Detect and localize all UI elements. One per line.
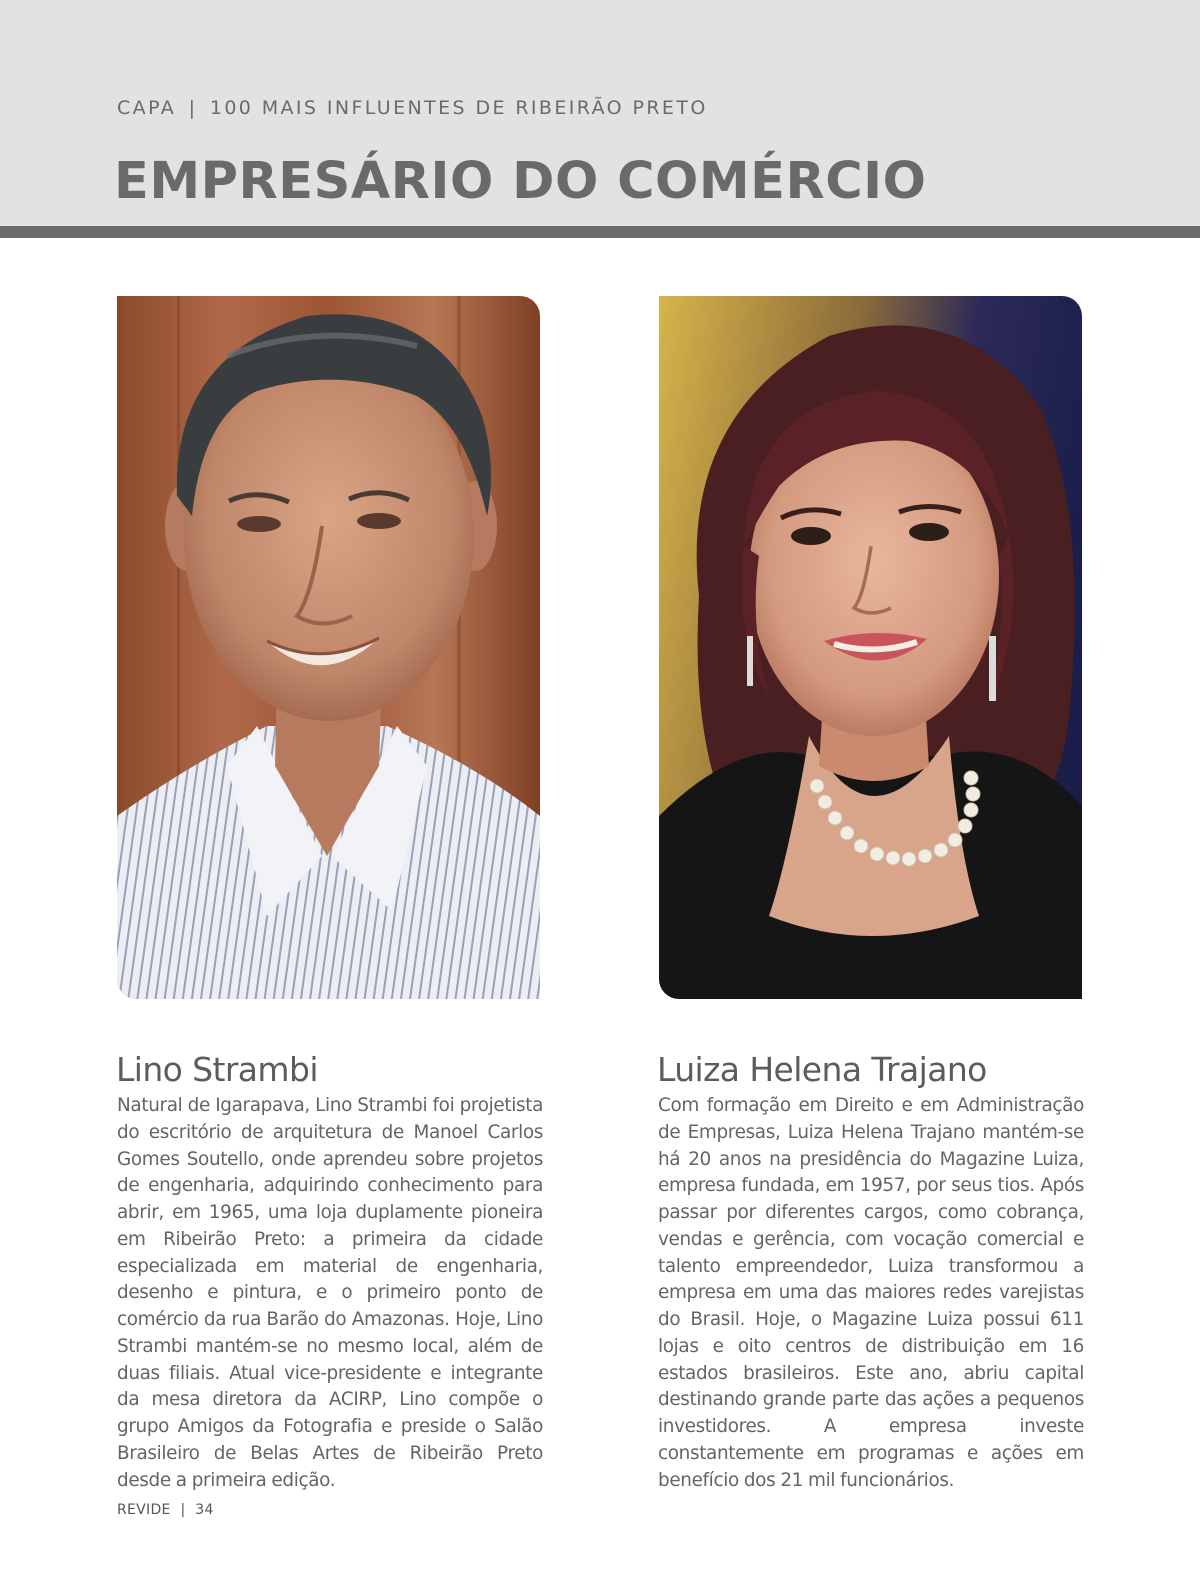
header-rule: [0, 226, 1200, 238]
section-kicker: [117, 97, 708, 119]
portrait-man-image: [117, 296, 540, 999]
page-title: EMPRESÁRIO DO COMÉRCIO: [114, 152, 927, 211]
subsection-label: 100 MAIS INFLUENTES DE RIBEIRÃO PRETO: [209, 97, 708, 119]
page-number: 34: [195, 1502, 214, 1518]
page-footer: [117, 1502, 214, 1518]
profile-name-luiza-helena-trajano: Luiza Helena Trajano: [657, 1050, 987, 1089]
footer-separator: |: [180, 1502, 186, 1518]
section-label: CAPA: [117, 97, 177, 119]
profile-bio-lino-strambi: Natural de Igarapava, Lino Strambi foi projetista do escritório de arquitetura de Manoel Carlos Gomes Soutello, onde aprendeu sobre projetos de engenharia, adquirindo conhecimento para abrir, em 1965, uma loja duplamente pioneira em Ribeirão Preto: a primeira da cidade especializada em material de engenharia, desenho e pintura, e o primeiro ponto de comércio da rua Barão do Amazonas. Hoje, Lino Strambi mantém-se no mesmo local, além de duas filiais. Atual vice-presidente e integrante da mesa diretora da ACIRP, Lino compõe o grupo Amigos da Fotografia e preside o Salão Brasileiro de Belas Artes de Ribeirão Preto desde a primeira edição.: [117, 1095, 543, 1491]
profile-bio-luiza-helena-trajano: Com formação em Direito e em Administração de Empresas, Luiza Helena Trajano mantém-se há 20 anos na presidência do Magazine Luiza, empresa fundada, em 1957, por seus tios. Após passar por diferentes cargos, como cobrança, vendas e gerência, com vocação comercial e talento empreendedor, Luiza transformou a empresa em uma das maiores redes varejistas do Brasil. Hoje, o Magazine Luiza possui 611 lojas e oito centros de distribuição em 16 estados brasileiros. Este ano, abriu capital destinando grande parte das ações a pequenos investidores. A empresa investe constantemente em programas e ações em benefício dos 21 mil funcionários.: [658, 1095, 1084, 1491]
profile-name-lino-strambi: Lino Strambi: [116, 1050, 318, 1089]
kicker-separator: |: [188, 97, 198, 119]
portrait-woman-image: [659, 296, 1082, 999]
portrait-photo-lino-strambi: [117, 296, 540, 999]
portrait-photo-luiza-helena-trajano: [659, 296, 1082, 999]
magazine-name: REVIDE: [117, 1502, 171, 1518]
